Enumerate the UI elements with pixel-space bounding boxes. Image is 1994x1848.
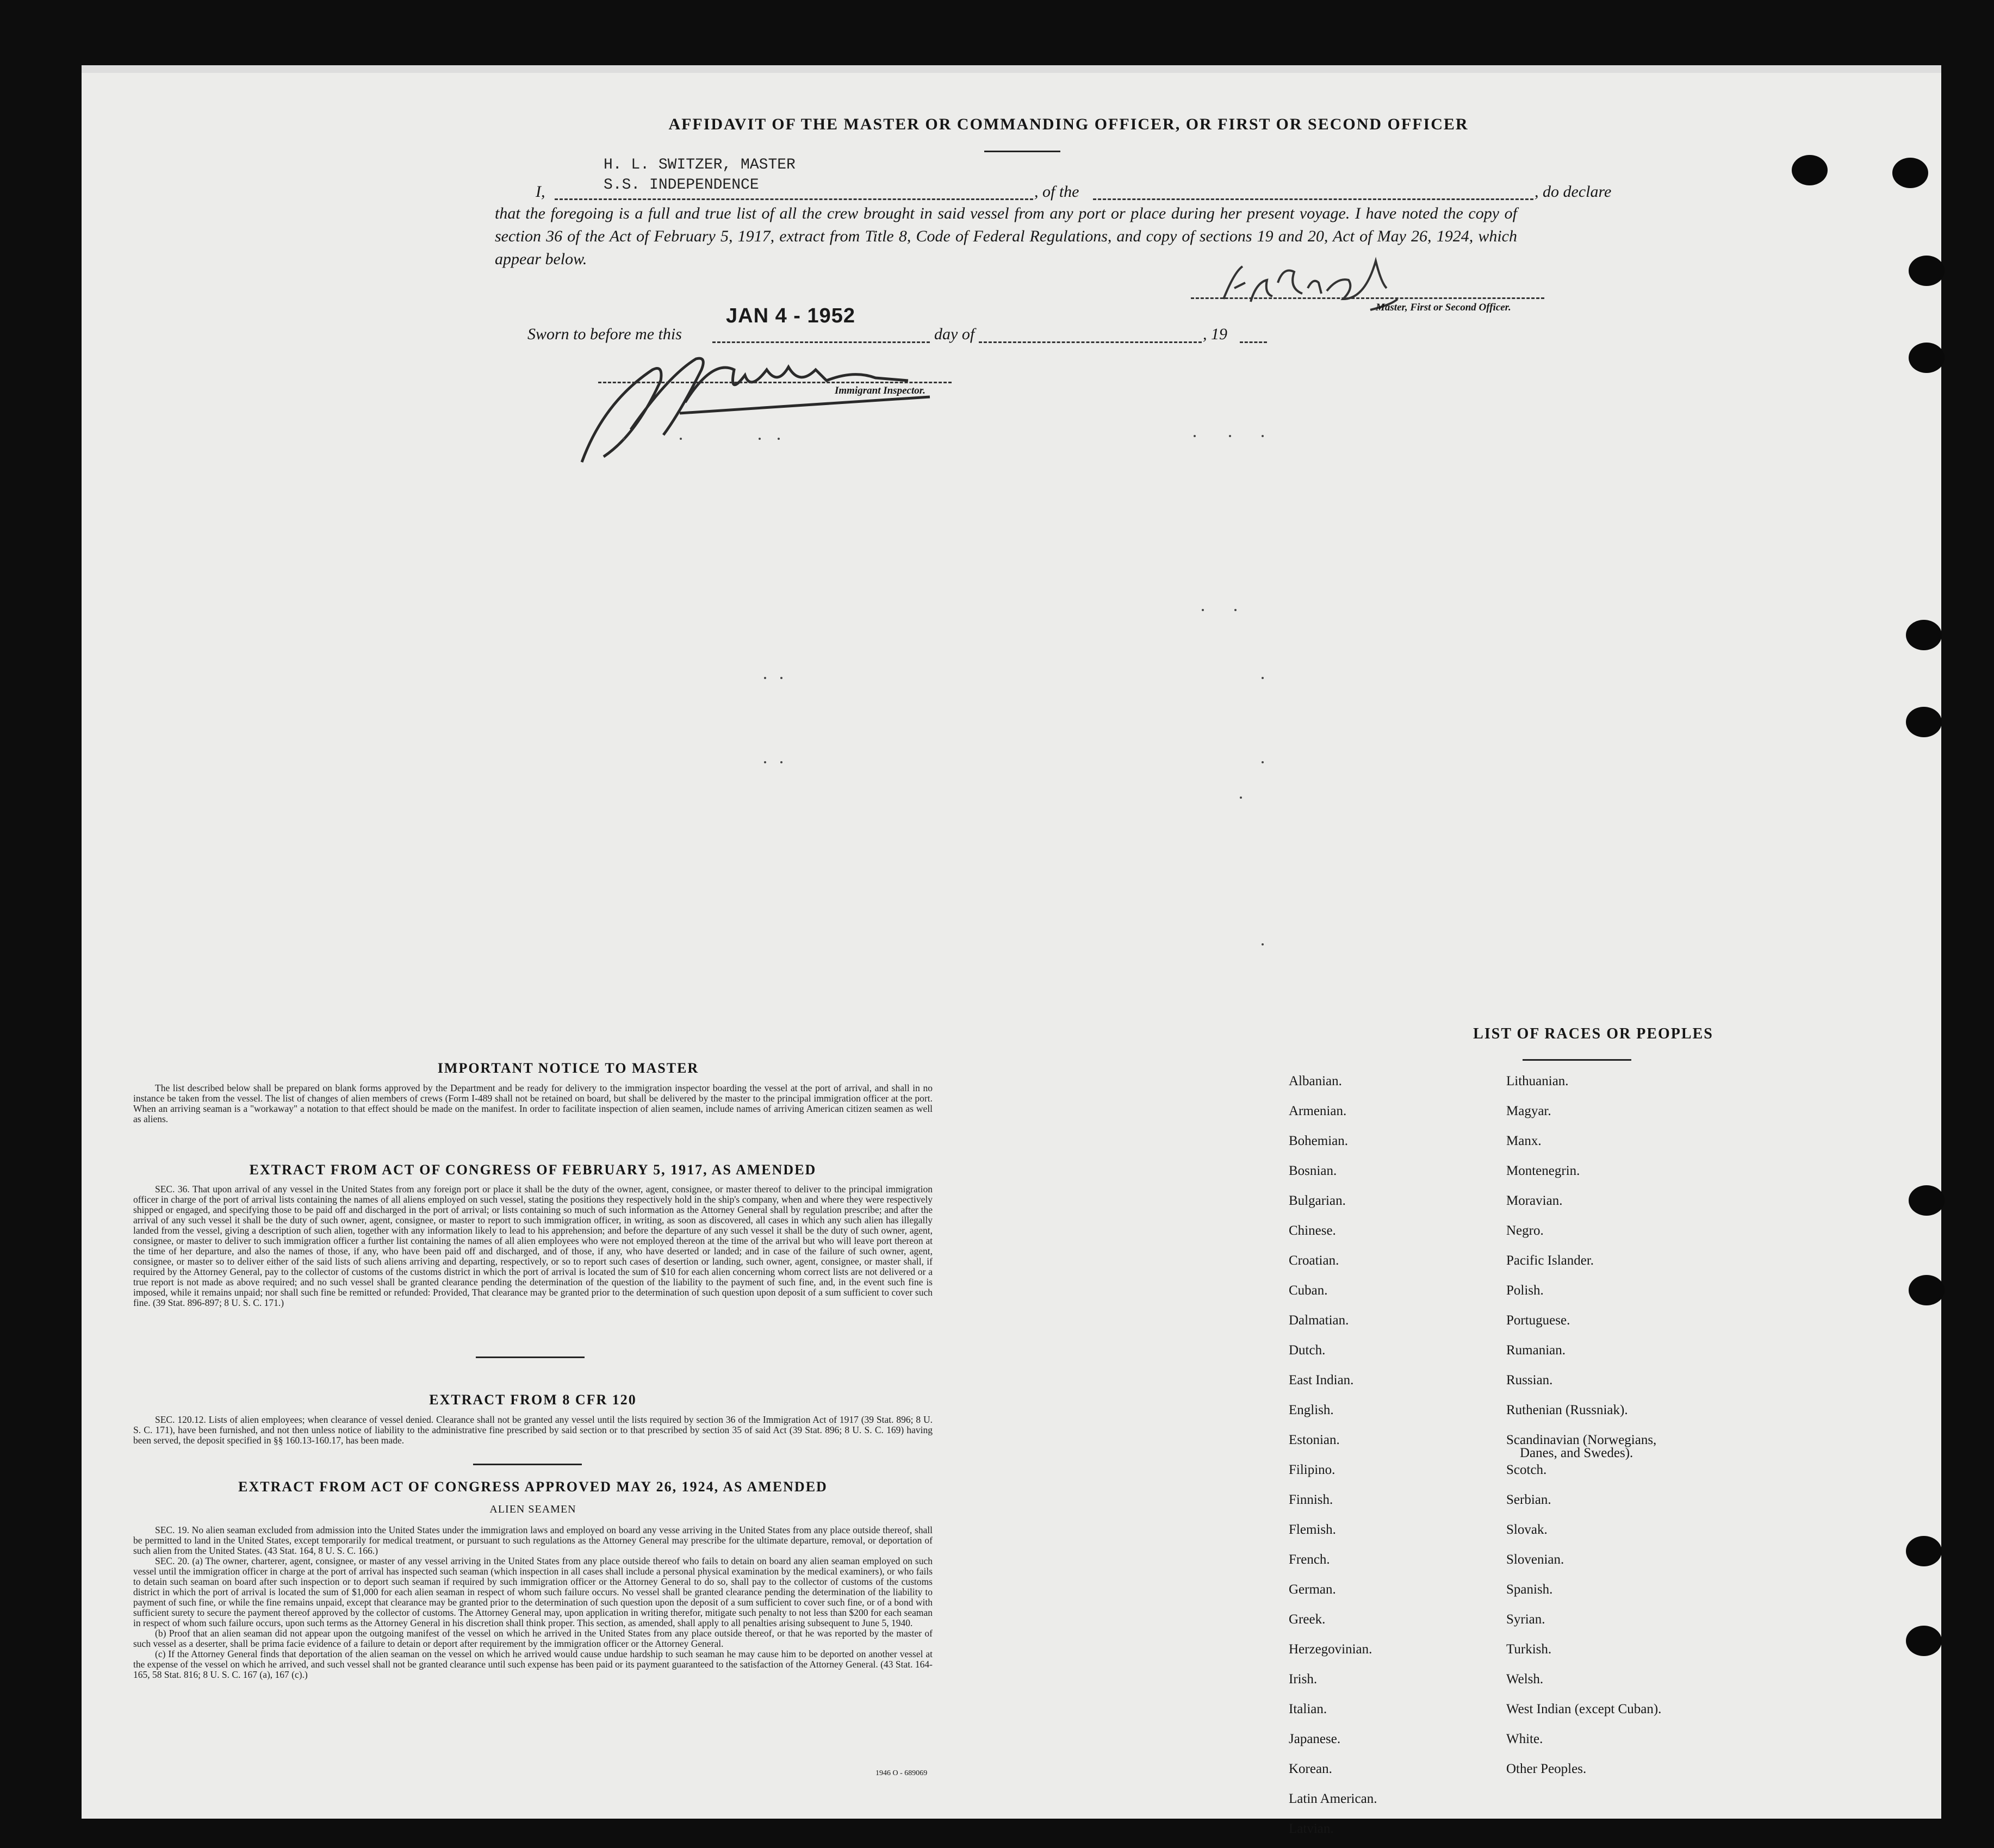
do-declare-label: , do declare [1535, 183, 1612, 201]
races-title: LIST OF RACES OR PEOPLES [1473, 1025, 1713, 1042]
race-item-right: Moravian. [1506, 1193, 1563, 1208]
binder-hole [1909, 343, 1945, 373]
race-item-left: Latvian. [1289, 1821, 1334, 1836]
race-item-right: Pacific Islander. [1506, 1253, 1594, 1268]
paper-speck [780, 761, 782, 763]
form-sheet [82, 65, 1941, 1836]
paper-speck [780, 677, 782, 679]
race-item-right: Manx. [1506, 1134, 1542, 1148]
notice-title: IMPORTANT NOTICE TO MASTER [437, 1060, 699, 1076]
race-item-left: Italian. [1289, 1702, 1327, 1716]
races-rule [1523, 1059, 1631, 1061]
race-item-right: Slovenian. [1506, 1552, 1564, 1567]
declaration-text: that the foregoing is a full and true list of all the crew brought in said vessel from any port or place during her present voyage. I have noted the copy of section 36 of the Act of February 5, 1917, extract from Title 8, Code of Federal Regulations, and copy of sections 19 and 20, Act of May 26, 1924, which appear below. [495, 204, 1517, 268]
race-item-left: Flemish. [1289, 1522, 1336, 1537]
paper-speck [1262, 677, 1264, 679]
race-item-right: Magyar. [1506, 1104, 1551, 1118]
race-item-right: Russian. [1506, 1373, 1553, 1387]
officer-signature-line [1191, 297, 1544, 299]
of-the-label: , of the [1034, 183, 1079, 201]
race-item-right: Syrian. [1506, 1612, 1545, 1627]
sworn-label: Sworn to before me this [527, 325, 682, 343]
race-item-right: West Indian (except Cuban). [1506, 1702, 1662, 1716]
paper-speck [1262, 435, 1264, 437]
race-item-right: White. [1506, 1732, 1543, 1746]
race-item-right: Turkish. [1506, 1642, 1552, 1657]
race-item-left: Bulgarian. [1289, 1193, 1346, 1208]
year-line [1240, 341, 1267, 343]
paper-speck [623, 438, 625, 440]
notice-text [133, 1083, 933, 1124]
extract-1924-text [133, 1525, 933, 1680]
race-item-right: Slovak. [1506, 1522, 1548, 1537]
race-item-right: Danes, and Swedes). [1520, 1446, 1633, 1460]
extract-cfr-text [133, 1415, 933, 1446]
name-line [555, 198, 1033, 200]
typed-vessel-name: S.S. INDEPENDENCE [604, 177, 759, 194]
race-item-left: Greek. [1289, 1612, 1326, 1627]
section-rule [473, 1464, 582, 1465]
race-item-left: Irish. [1289, 1672, 1318, 1687]
section-20a-paragraph: SEC. 20. (a) The owner, charterer, agent, consignee, or master of any vessel arriving in the United States from any place outside thereof who fails to detain on board any alien seaman employed on such vessel until the immigration officer in charge at the port of arrival has inspected such seaman (which inspection in all cases shall include a personal physical examination by the medical examiners), or who fails to detain such seaman on board after such inspection or to deport such seaman if required by such immigration officer or the Attorney General to do so, shall pay to the collector of customs of the customs district in which the port of arrival is located the sum of $1,000 for each alien seaman in respect of whom such failure occurs. No vessel shall be granted clearance pending the determination of the liability to payment of such fine, or while the fine remains unpaid, except that clearance may be granted prior to the determination of such question upon the deposit of a sum sufficient to cover such fine, or of a bond with sufficient surety to secure the payment thereof approved by the collector of customs. The Attorney General may, upon application in writing therefor, mitigate such penalty to not less than $200 for each seaman in respect of whom such failure occurs, upon such terms as the Attorney General in his discretion shall think proper. This section, as amended, shall apply to all penalties arising subsequent to June 5, 1940. [133, 1555, 933, 1628]
race-item-right: Scotch. [1506, 1463, 1547, 1477]
race-item-left: Finnish. [1289, 1492, 1333, 1507]
race-item-left: Dalmatian. [1289, 1313, 1349, 1328]
extract-cfr-title: EXTRACT FROM 8 CFR 120 [429, 1392, 637, 1408]
paper-speck [1194, 435, 1196, 437]
binder-hole [1906, 1536, 1942, 1566]
race-item-left: East Indian. [1289, 1373, 1354, 1387]
race-item-left: Herzegovinian. [1289, 1642, 1372, 1657]
race-item-left: Filipino. [1289, 1463, 1335, 1477]
month-line [979, 341, 1202, 343]
inspector-signature [571, 337, 952, 468]
race-item-left: Albanian. [1289, 1074, 1342, 1088]
race-item-right: Other Peoples. [1506, 1762, 1587, 1776]
paper-speck [1234, 609, 1237, 611]
race-item-left: Japanese. [1289, 1732, 1341, 1746]
notice-paragraph: The list described below shall be prepared on blank forms approved by the Department and be ready for delivery to the immigration inspector boarding the vessel at the port of arrival, and shall in no instance be taken from the vessel. The list of changes of alien members of crews (Form I-489 shall not be retained on board, but shall be delivered by the master to the principal immigration officer at the port. When an arriving seaman is a "workaway" a notation to that effect should be made on the manifest. In order to facilitate inspection of alien seamen, include names of arriving American citizen seamen as well as aliens. [133, 1082, 933, 1124]
race-item-left: Chinese. [1289, 1223, 1336, 1238]
binder-hole [1909, 1185, 1945, 1216]
race-item-right: Spanish. [1506, 1582, 1553, 1597]
race-item-left: German. [1289, 1582, 1336, 1597]
inspector-caption: Immigrant Inspector. [835, 385, 925, 396]
print-code: 1946 O - 689069 [875, 1769, 928, 1777]
race-item-right: Portuguese. [1506, 1313, 1570, 1328]
binder-hole [1909, 1275, 1945, 1305]
binder-hole [1892, 158, 1928, 188]
race-item-right: Welsh. [1506, 1672, 1544, 1687]
section-20c-paragraph: (c) If the Attorney General finds that deportation of the alien seaman on the vessel on which he arrived would cause undue hardship to such seaman he may cause him to be deported on another vessel at the expense of the vessel on which he arrived, and such vessel shall not be granted clearance until such expense has been paid or its payment guaranteed to the satisfaction of the Attorney General. (43 Stat. 164-165, 58 Stat. 816; 8 U. S. C. 167 (a), 167 (c).) [133, 1648, 933, 1680]
binder-hole [1792, 155, 1828, 185]
alien-seamen-subtitle: ALIEN SEAMEN [489, 1503, 576, 1515]
sworn-date-stamp: JAN 4 - 1952 [726, 304, 856, 327]
affidavit-title: AFFIDAVIT OF THE MASTER OR COMMANDING OFFICER, OR FIRST OR SECOND OFFICER [668, 115, 1469, 133]
day-of-label: day of [934, 325, 975, 343]
sheet-top-edge [82, 65, 1941, 73]
race-item-left: French. [1289, 1552, 1330, 1567]
paper-speck [680, 438, 682, 440]
vessel-line [1093, 198, 1533, 200]
officer-caption: Master, First or Second Officer. [1376, 302, 1511, 313]
binder-hole [1906, 620, 1942, 650]
race-item-right: Serbian. [1506, 1492, 1551, 1507]
extract-1924-title: EXTRACT FROM ACT OF CONGRESS APPROVED MAY 26, 1924, AS AMENDED [238, 1479, 828, 1495]
race-item-left: Armenian. [1289, 1104, 1347, 1118]
race-item-left: Latin American. [1289, 1791, 1377, 1806]
paper-speck [778, 438, 780, 440]
section-rule [476, 1357, 585, 1358]
race-item-right: Scandinavian (Norwegians, [1506, 1433, 1657, 1447]
paper-speck [1240, 797, 1242, 799]
extract-1917-text [133, 1184, 933, 1308]
paper-speck [759, 438, 761, 440]
paper-speck [1202, 609, 1204, 611]
typed-master-name: H. L. SWITZER, MASTER [604, 157, 796, 173]
race-item-right: Polish. [1506, 1283, 1544, 1298]
section-20b-paragraph: (b) Proof that an alien seaman did not appear upon the outgoing manifest of the vessel on which he arrived in the United States from any place outside thereof, or that he was reported by the master of such vessel as a deserter, shall be prima facie evidence of a failure to detain or deport after requirement by the immigration officer or the Attorney General. [133, 1628, 933, 1649]
race-item-left: Croatian. [1289, 1253, 1339, 1268]
paper-speck [764, 677, 766, 679]
inspector-signature-line [598, 382, 952, 383]
race-item-left: Dutch. [1289, 1343, 1326, 1358]
binder-hole [1909, 256, 1945, 286]
title-rule [984, 151, 1060, 152]
race-item-left: Bosnian. [1289, 1163, 1337, 1178]
section-19-paragraph: SEC. 19. No alien seaman excluded from admission into the United States under the immigration laws and employed on board any vesse arriving in the United States from any place outside thereof, shall be permitted to land in the United States, except temporarily for medical treatment, or pursuant to such regulations as the Attorney General may prescribe for the ultimate departure, removal, or deportation of such alien from the United States. (43 Stat. 164, 8 U. S. C. 166.) [133, 1525, 933, 1556]
paper-speck [1262, 943, 1264, 945]
race-item-right: Rumanian. [1506, 1343, 1566, 1358]
race-item-left: Bohemian. [1289, 1134, 1349, 1148]
race-item-left: Estonian. [1289, 1433, 1340, 1447]
paper-speck [1262, 761, 1264, 763]
race-item-left: Korean. [1289, 1762, 1332, 1776]
extract-1917-title: EXTRACT FROM ACT OF CONGRESS OF FEBRUARY 5, 1917, AS AMENDED [249, 1162, 817, 1178]
paper-speck [1229, 435, 1231, 437]
section-120-12-paragraph: SEC. 120.12. Lists of alien employees; when clearance of vessel denied. Clearance shall not be granted any vessel until the lists required by section 36 of the Immigration Act of 1917 (39 Stat. 896; 8 U. S. C. 171), have been furnished, and not then unless notice of liability to the administrative fine prescribed by said section or to that prescribed by section 35 of said Act (39 Stat. 896; 8 U. S. C. 169) having been served, the deposit specified in §§ 160.13-160.17, has been made. [133, 1414, 933, 1446]
race-item-right: Lithuanian. [1506, 1074, 1569, 1088]
binder-hole [1906, 707, 1942, 737]
race-item-right: Montenegrin. [1506, 1163, 1580, 1178]
race-item-right: Ruthenian (Russniak). [1506, 1403, 1628, 1417]
year-prefix-label: , 19 [1203, 325, 1227, 343]
binder-hole [1906, 1626, 1942, 1656]
paper-speck [764, 761, 766, 763]
section-36-paragraph: SEC. 36. That upon arrival of any vessel in the United States from any foreign port or place it shall be the duty of the owner, agent, consignee, or master thereof to deliver to the principal immigration officer in charge of the port of arrival lists containing the names of all aliens employed on such vessel, stating the positions they respectively hold in the ship's company, when and where they were respectively shipped or engaged, and specifying those to be paid off and discharged in the port of arrival; or lists containing so much of such information as the Attorney General shall by regulation prescribe; and after the arrival of any such vessel it shall be the duty of such owner, agent, consignee, or master to report to such immigration officer, in writing, as soon as discovered, all cases in which any such alien has illegally landed from the vessel, giving a description of such alien, together with any information likely to lead to his apprehension; and before the departure of any such vessel it shall be the duty of such owner, agent, consignee, or master to deliver to such immigration officer a further list containing the names of all alien employees who were not employed thereon at the time of the arrival but who will leave port thereon at the time of her departure, and also the names of those, if any, who have been paid off and discharged, and of those, if any, who have deserted or landed; and in case of the failure of such owner, agent, consignee, or master so to deliver either of the said lists of such aliens arriving and departing, respectively, or so to report such cases of desertion or landing, such owner, agent, consignee, or master shall, if required by the Attorney General, pay to the collector of customs of the customs district in which the port of arrival is located the sum of $10 for each alien concerning whom correct lists are not delivered or a true report is not made as above required; and no such vessel shall be granted clearance pending the determination of the question of the liability to the payment of such fine, and, in the event such fine is imposed, while it remains unpaid; nor shall such fine be remitted or refunded: Provided, That clearance may be granted prior to the determination of such question upon deposit of a sum sufficient to cover such fine. (39 Stat. 896-897; 8 U. S. C. 171.) [133, 1184, 933, 1308]
race-item-left: Cuban. [1289, 1283, 1328, 1298]
race-item-right: Negro. [1506, 1223, 1544, 1238]
race-item-left: English. [1289, 1403, 1334, 1417]
i-label: I, [536, 183, 545, 201]
